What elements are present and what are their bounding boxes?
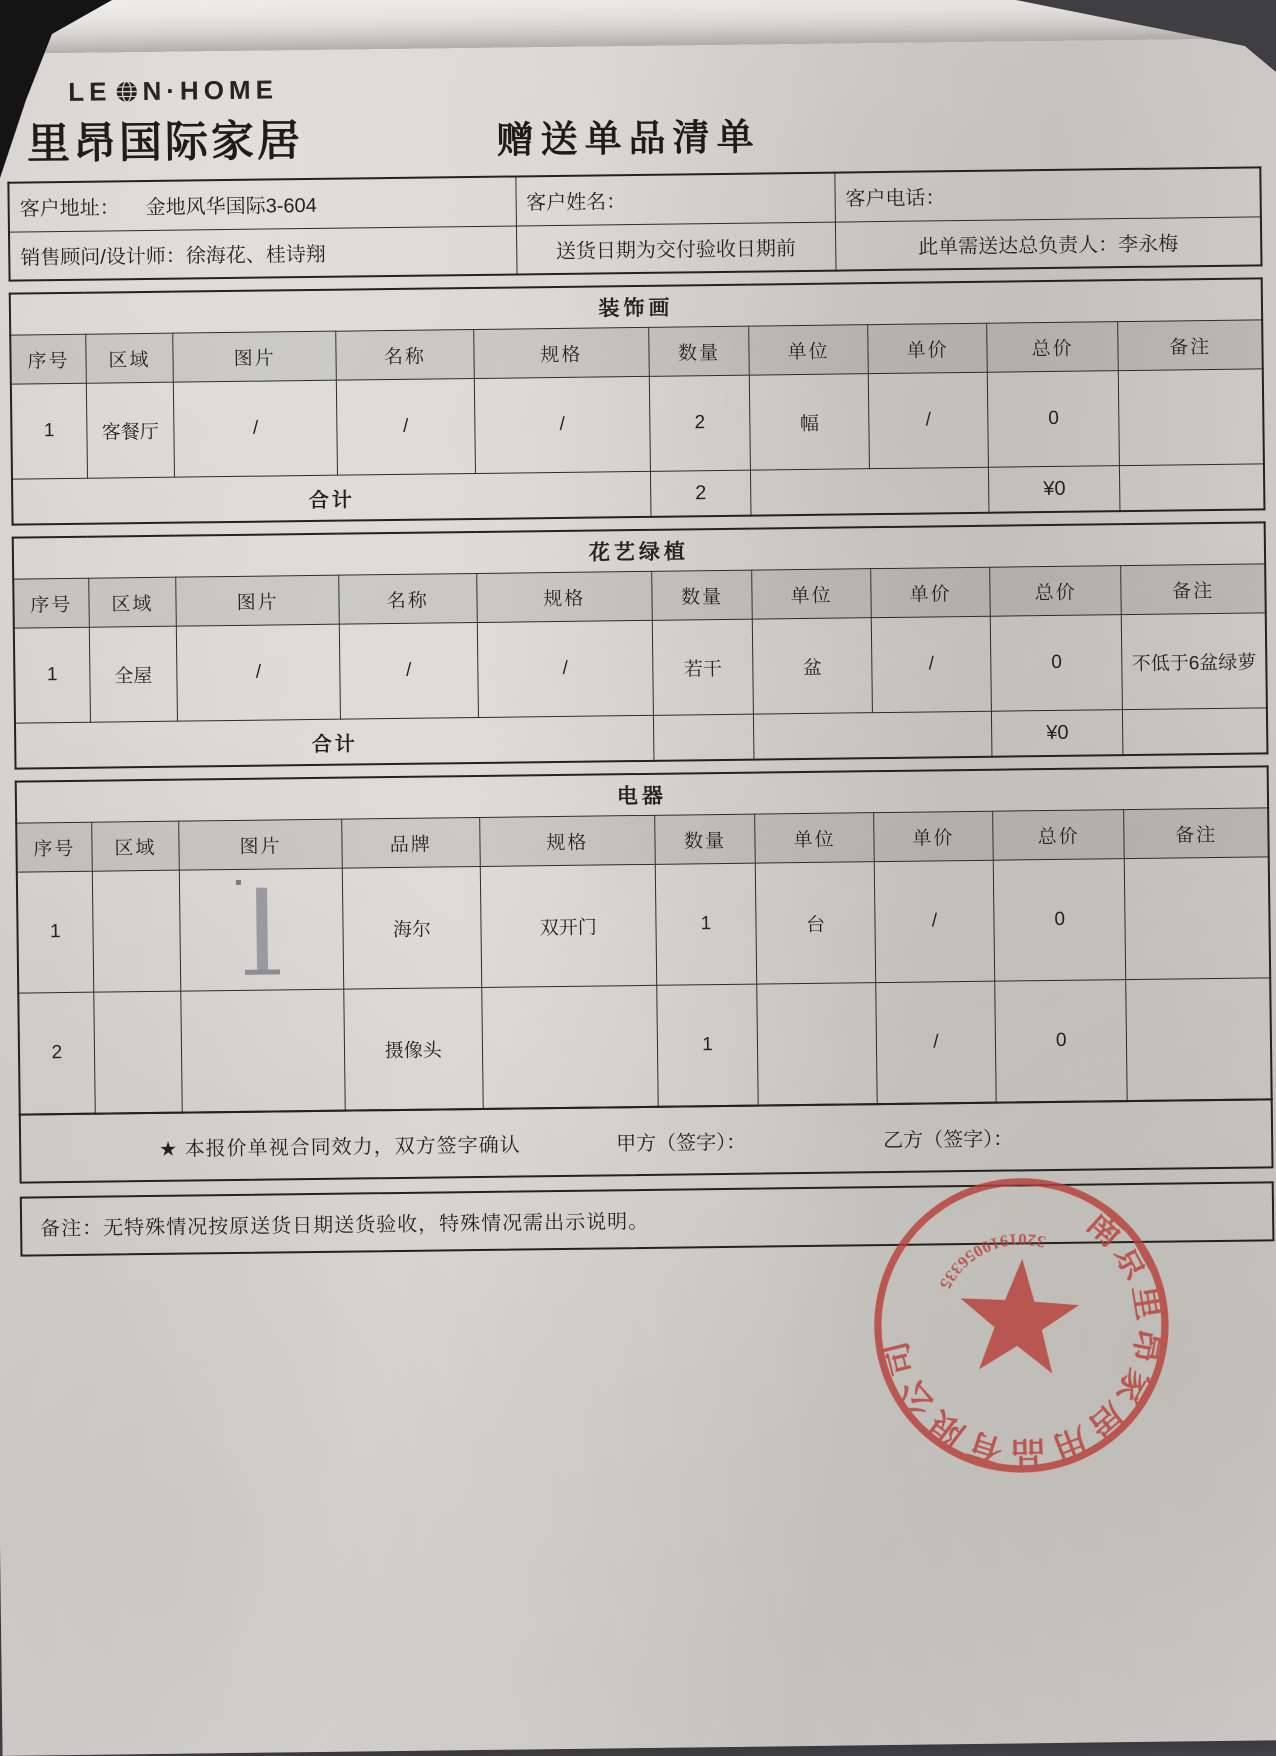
cell-name: / xyxy=(336,379,475,476)
col-header-unit-price: 单价 xyxy=(868,323,988,373)
col-header-no: 序号 xyxy=(13,578,89,628)
appliances-section-table xyxy=(15,765,1273,1115)
col-header-total-price: 总价 xyxy=(993,810,1125,861)
col-header-qty: 数量 xyxy=(649,326,750,376)
delivery-note-cell: 送货日期为交付验收日期前 xyxy=(516,222,836,275)
refrigerator-photo xyxy=(256,888,268,972)
col-header-brand: 品牌 xyxy=(342,817,480,868)
cell-note: 不低于6盆绿萝 xyxy=(1122,613,1267,710)
cell-total-price: 0 xyxy=(995,980,1128,1103)
cell-picture: / xyxy=(174,380,338,477)
brand-name: 里昂国际家居 xyxy=(27,95,1256,171)
party-b-signature-label: 乙方（签字）： xyxy=(883,1122,1013,1153)
col-header-area: 区域 xyxy=(85,333,173,383)
cell-total-price: 0 xyxy=(990,615,1123,712)
paper-document xyxy=(0,38,1276,1756)
cell-note xyxy=(1126,978,1272,1101)
total-qty xyxy=(653,714,754,761)
col-header-picture: 图片 xyxy=(176,575,339,626)
cell-picture xyxy=(180,868,344,991)
customer-address-value: 金地风华国际3-604 xyxy=(145,189,316,220)
cell-spec: / xyxy=(477,620,653,717)
cell-area xyxy=(93,991,182,1114)
col-header-unit: 单位 xyxy=(755,813,875,863)
document-title: 赠送单品清单 xyxy=(496,106,761,163)
appliances-data-row-1 xyxy=(17,857,1270,993)
cell-total-price: 0 xyxy=(993,859,1126,982)
cell-area: 全屋 xyxy=(89,626,178,722)
cell-unit: 盆 xyxy=(752,618,872,714)
cell-note xyxy=(1119,369,1264,466)
cell-spec: 双开门 xyxy=(480,864,657,987)
col-header-name: 名称 xyxy=(339,573,477,624)
seal-company-name: 南京里昂家居用品有限公司 xyxy=(864,1191,1180,1484)
logo-text-right: N·HOME xyxy=(142,74,278,107)
logo-text-left: LE xyxy=(68,76,112,108)
cell-area: 客餐厅 xyxy=(86,382,175,478)
col-header-picture: 图片 xyxy=(173,331,336,382)
recipient-note-cell: 此单需送达总负责人：李永梅 xyxy=(835,216,1261,270)
col-header-note: 备注 xyxy=(1124,808,1269,859)
cell-unit-price: / xyxy=(868,372,988,468)
plants-section-title: 花艺绿植 xyxy=(13,522,1265,579)
col-header-total-price: 总价 xyxy=(987,322,1119,373)
cell-unit-price: / xyxy=(871,616,991,712)
plants-data-row xyxy=(14,613,1267,723)
party-a-signature-label: 甲方（签字）： xyxy=(616,1125,746,1156)
cell-name: / xyxy=(339,622,478,719)
col-header-picture: 图片 xyxy=(179,819,342,870)
cell-brand: 海尔 xyxy=(342,866,481,989)
decor-section-table xyxy=(9,277,1266,525)
cell-qty: 1 xyxy=(657,984,759,1107)
total-label: 合计 xyxy=(12,471,651,524)
document-body xyxy=(0,166,1276,1257)
col-header-unit: 单位 xyxy=(749,325,869,375)
customer-address-label: 客户地址： xyxy=(20,192,120,222)
cell-spec xyxy=(481,985,658,1109)
cell-note xyxy=(1125,857,1271,980)
cell-no: 1 xyxy=(17,871,94,993)
col-header-unit-price: 单价 xyxy=(874,811,994,861)
appliances-data-row-2 xyxy=(18,978,1271,1115)
cell-picture xyxy=(181,989,345,1112)
col-header-spec: 规格 xyxy=(476,571,652,622)
consultant-cell: 销售顾问/设计师：徐海花、桂诗翔 xyxy=(9,225,517,280)
document-header xyxy=(0,38,1276,182)
cell-qty: 若干 xyxy=(652,619,753,715)
company-seal-stamp xyxy=(864,1167,1180,1483)
cell-no: 2 xyxy=(18,992,95,1114)
cell-unit xyxy=(757,983,877,1106)
svg-text:3201910056335 xyxy=(927,1206,1054,1310)
cell-unit-price: / xyxy=(876,981,996,1104)
customer-address-cell xyxy=(8,176,516,231)
col-header-note: 备注 xyxy=(1121,564,1266,615)
plants-section-table xyxy=(12,521,1269,769)
decor-section-title: 装饰画 xyxy=(10,278,1262,335)
col-header-qty: 数量 xyxy=(655,814,756,864)
total-amount: ¥0 xyxy=(988,466,1120,513)
contract-confirm-note: ★ 本报价单视合同效力，双方签字确认 xyxy=(159,1128,521,1161)
col-header-no: 序号 xyxy=(10,334,86,384)
cell-unit: 幅 xyxy=(749,374,869,470)
seal-serial-number: 3201910056335 xyxy=(927,1206,1054,1310)
customer-phone-cell: 客户电话： xyxy=(835,167,1261,221)
col-header-note: 备注 xyxy=(1118,320,1263,371)
total-qty: 2 xyxy=(650,470,751,517)
remark-text: 备注：无特殊情况按原送货日期送货验收，特殊情况需出示说明。 xyxy=(40,1204,649,1240)
cell-brand: 摄像头 xyxy=(344,987,483,1110)
col-header-name: 名称 xyxy=(336,330,474,381)
col-header-unit: 单位 xyxy=(752,569,872,619)
customer-name-cell: 客户姓名： xyxy=(515,173,835,226)
customer-info-table xyxy=(7,166,1262,281)
cell-no: 1 xyxy=(11,383,87,479)
decor-data-row xyxy=(11,369,1264,479)
col-header-qty: 数量 xyxy=(652,570,753,620)
col-header-unit-price: 单价 xyxy=(871,567,991,617)
col-header-area: 区域 xyxy=(91,821,179,871)
total-note xyxy=(1123,708,1268,755)
total-merged-blank xyxy=(754,711,992,759)
cell-unit: 台 xyxy=(755,862,875,984)
total-label: 合计 xyxy=(15,715,654,768)
cell-unit-price: / xyxy=(874,860,994,982)
appliances-section-title: 电器 xyxy=(16,766,1268,823)
col-header-area: 区域 xyxy=(88,577,176,627)
col-header-spec: 规格 xyxy=(473,327,649,378)
col-header-spec: 规格 xyxy=(479,815,655,866)
cell-total-price: 0 xyxy=(987,371,1120,468)
cell-area xyxy=(92,870,181,992)
cell-qty: 1 xyxy=(655,863,757,985)
cell-no: 1 xyxy=(14,627,90,723)
globe-icon xyxy=(115,80,138,103)
cell-qty: 2 xyxy=(649,375,750,471)
total-merged-blank xyxy=(751,467,989,515)
cell-spec: / xyxy=(474,376,650,473)
col-header-no: 序号 xyxy=(16,822,92,872)
total-amount: ¥0 xyxy=(991,710,1123,757)
cell-picture: / xyxy=(177,624,341,721)
col-header-total-price: 总价 xyxy=(990,566,1122,617)
total-note xyxy=(1120,464,1265,511)
